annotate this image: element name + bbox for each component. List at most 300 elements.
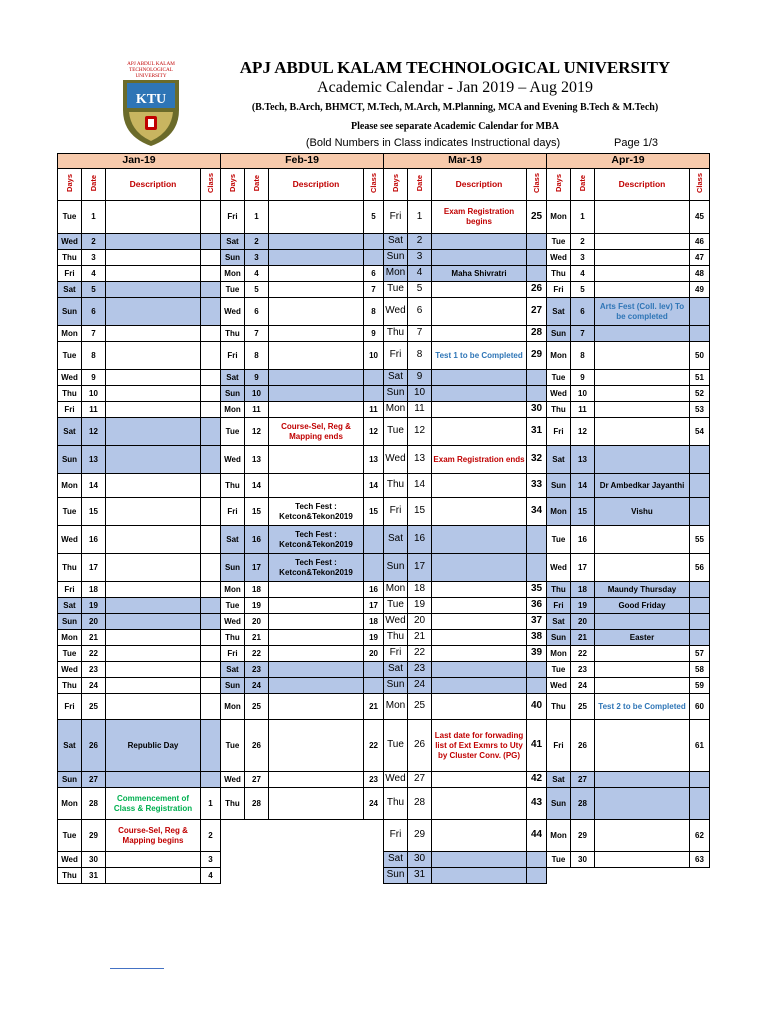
month-header: Jan-19: [58, 154, 221, 169]
class-count-cell: 6: [364, 266, 384, 282]
date-cell: 12: [82, 418, 106, 446]
date-cell: 21: [245, 630, 269, 646]
class-count-cell: 34: [527, 498, 547, 526]
day-cell: Sun: [58, 446, 82, 474]
date-cell: 22: [571, 646, 595, 662]
description-cell: [432, 582, 527, 598]
class-count-cell: [527, 234, 547, 250]
date-cell: 3: [408, 250, 432, 266]
calendar-row: [221, 662, 384, 678]
calendar-row: [58, 788, 221, 820]
date-cell: 15: [571, 498, 595, 526]
calendar-row: [58, 820, 221, 852]
description-cell: [432, 418, 527, 446]
class-count-cell: [201, 554, 221, 582]
calendar-row: [384, 662, 547, 678]
class-count-cell: 52: [690, 386, 710, 402]
day-cell: Fri: [384, 646, 408, 662]
date-cell: 9: [408, 370, 432, 386]
date-cell: 4: [571, 266, 595, 282]
date-cell: 24: [571, 678, 595, 694]
class-count-cell: 32: [527, 446, 547, 474]
date-cell: 19: [245, 598, 269, 614]
description-cell: Tech Fest : Ketcon&Tekon2019: [269, 498, 364, 526]
class-count-cell: 63: [690, 852, 710, 868]
class-count-cell: [201, 720, 221, 772]
date-cell: 13: [571, 446, 595, 474]
description-cell: [106, 868, 201, 884]
calendar-row: [58, 526, 221, 554]
date-cell: 18: [245, 582, 269, 598]
day-cell: Thu: [58, 678, 82, 694]
calendar-row: [221, 526, 384, 554]
days-column-header: Days: [64, 174, 74, 192]
date-cell: 5: [245, 282, 269, 298]
class-count-cell: 1: [201, 788, 221, 820]
date-cell: 9: [82, 370, 106, 386]
day-cell: Fri: [221, 646, 245, 662]
calendar-row: [221, 598, 384, 614]
description-cell: [595, 418, 690, 446]
class-count-cell: [201, 498, 221, 526]
calendar-row: [547, 418, 710, 446]
day-cell: Mon: [221, 694, 245, 720]
class-count-cell: 9: [364, 326, 384, 342]
day-cell: Sat: [58, 720, 82, 772]
date-cell: 28: [245, 788, 269, 820]
day-cell: Mon: [58, 474, 82, 498]
calendar-row: [547, 526, 710, 554]
date-cell: 5: [82, 282, 106, 298]
day-cell: Thu: [58, 868, 82, 884]
calendar-row: [384, 342, 547, 370]
day-cell: Sun: [221, 554, 245, 582]
description-cell: [432, 554, 527, 582]
class-count-cell: [364, 234, 384, 250]
calendar-row: [58, 630, 221, 646]
day-cell: Thu: [58, 554, 82, 582]
date-cell: 6: [571, 298, 595, 326]
calendar-row: [221, 298, 384, 326]
day-cell: Tue: [384, 418, 408, 446]
date-column-header: Date: [414, 174, 424, 192]
date-cell: 18: [408, 582, 432, 598]
description-cell: Good Friday: [595, 598, 690, 614]
date-cell: 26: [82, 720, 106, 772]
date-cell: 26: [408, 720, 432, 772]
class-count-cell: [364, 370, 384, 386]
day-cell: Sun: [221, 386, 245, 402]
calendar-row: [221, 474, 384, 498]
calendar-row: [221, 720, 384, 772]
calendar-row: [547, 474, 710, 498]
date-cell: 22: [245, 646, 269, 662]
calendar-row: [221, 582, 384, 598]
description-cell: [595, 370, 690, 386]
date-cell: 31: [408, 868, 432, 884]
date-cell: 7: [571, 326, 595, 342]
class-count-cell: [201, 342, 221, 370]
calendar-row: [221, 266, 384, 282]
day-cell: Mon: [384, 402, 408, 418]
bold-numbers-note: (Bold Numbers in Class indicates Instructional days): [305, 137, 561, 149]
description-cell: [432, 630, 527, 646]
day-cell: Tue: [384, 720, 408, 772]
day-cell: Fri: [547, 282, 571, 298]
date-cell: 18: [82, 582, 106, 598]
date-cell: 11: [82, 402, 106, 418]
date-cell: 17: [82, 554, 106, 582]
description-cell: [106, 250, 201, 266]
day-cell: Tue: [547, 852, 571, 868]
day-cell: Thu: [384, 326, 408, 342]
description-cell: [595, 678, 690, 694]
svg-text:TECHNOLOGICAL: TECHNOLOGICAL: [129, 67, 173, 73]
date-cell: 30: [571, 852, 595, 868]
date-cell: 12: [571, 418, 595, 446]
month-block-feb: [220, 153, 383, 820]
svg-text:APJ ABDUL KALAM: APJ ABDUL KALAM: [127, 61, 175, 67]
description-cell: [595, 820, 690, 852]
calendar-row: [384, 282, 547, 298]
description-cell: [106, 298, 201, 326]
calendar-row: [384, 250, 547, 266]
day-cell: Sat: [221, 526, 245, 554]
description-cell: [106, 418, 201, 446]
class-count-cell: [527, 266, 547, 282]
day-cell: Tue: [547, 234, 571, 250]
calendar-row: [384, 852, 547, 868]
month-block-jan: [57, 153, 220, 884]
date-cell: 19: [408, 598, 432, 614]
day-cell: Thu: [547, 266, 571, 282]
description-cell: [269, 694, 364, 720]
day-cell: Wed: [547, 250, 571, 266]
date-cell: 20: [571, 614, 595, 630]
calendar-row: [58, 250, 221, 266]
calendar-row: [384, 234, 547, 250]
calendar-row: [384, 598, 547, 614]
month-header: Mar-19: [384, 154, 547, 169]
day-cell: Fri: [384, 201, 408, 234]
calendar-row: [58, 418, 221, 446]
description-cell: Test 2 to be Completed: [595, 694, 690, 720]
class-count-cell: 38: [527, 630, 547, 646]
calendar-row: [58, 298, 221, 326]
calendar-row: [384, 820, 547, 852]
description-cell: [106, 852, 201, 868]
class-count-cell: [690, 498, 710, 526]
description-cell: [432, 820, 527, 852]
calendar-row: [58, 370, 221, 386]
description-cell: Maha Shivratri: [432, 266, 527, 282]
day-cell: Mon: [221, 266, 245, 282]
date-cell: 6: [245, 298, 269, 326]
class-count-cell: 3: [201, 852, 221, 868]
date-cell: 2: [408, 234, 432, 250]
date-cell: 12: [408, 418, 432, 446]
date-cell: 14: [408, 474, 432, 498]
description-cell: [269, 282, 364, 298]
date-cell: 1: [245, 201, 269, 234]
date-cell: 16: [408, 526, 432, 554]
description-cell: [595, 852, 690, 868]
day-cell: Tue: [221, 418, 245, 446]
description-cell: [269, 326, 364, 342]
description-cell: [432, 662, 527, 678]
calendar-row: [384, 630, 547, 646]
date-cell: 15: [245, 498, 269, 526]
class-count-cell: [527, 370, 547, 386]
class-count-cell: 30: [527, 402, 547, 418]
calendar-row: [547, 370, 710, 386]
class-count-cell: [364, 554, 384, 582]
description-cell: [269, 582, 364, 598]
class-count-cell: 15: [364, 498, 384, 526]
day-cell: Sun: [547, 474, 571, 498]
day-cell: Sat: [58, 282, 82, 298]
date-cell: 25: [245, 694, 269, 720]
calendar-row: [384, 788, 547, 820]
description-cell: [106, 282, 201, 298]
calendar-row: [384, 474, 547, 498]
description-cell: Exam Registration ends: [432, 446, 527, 474]
calendar-row: [58, 554, 221, 582]
calendar-row: [547, 678, 710, 694]
class-count-cell: 31: [527, 418, 547, 446]
class-count-cell: 40: [527, 694, 547, 720]
class-count-cell: [201, 526, 221, 554]
calendar-row: [384, 266, 547, 282]
date-cell: 22: [408, 646, 432, 662]
date-cell: 4: [408, 266, 432, 282]
class-count-cell: 51: [690, 370, 710, 386]
description-cell: Last date for forwading list of Ext Exmrs to Uty by Cluster Conv. (PG): [432, 720, 527, 772]
calendar-row: [221, 201, 384, 234]
calendar-row: [547, 630, 710, 646]
date-cell: 6: [82, 298, 106, 326]
description-cell: [106, 526, 201, 554]
class-count-cell: [201, 370, 221, 386]
day-cell: Thu: [221, 474, 245, 498]
calendar-row: [58, 446, 221, 474]
calendar-row: [221, 788, 384, 820]
calendar-row: [58, 582, 221, 598]
calendar-row: [547, 298, 710, 326]
description-cell: [269, 772, 364, 788]
day-cell: Fri: [384, 820, 408, 852]
class-count-cell: 26: [527, 282, 547, 298]
date-cell: 8: [82, 342, 106, 370]
description-cell: [595, 646, 690, 662]
class-count-cell: 47: [690, 250, 710, 266]
calendar-row: [58, 868, 221, 884]
date-cell: 6: [408, 298, 432, 326]
calendar-row: [547, 852, 710, 868]
class-count-cell: 46: [690, 234, 710, 250]
calendar-row: [221, 418, 384, 446]
calendar-row: [547, 554, 710, 582]
day-cell: Mon: [384, 694, 408, 720]
day-cell: Thu: [221, 788, 245, 820]
class-count-cell: [527, 554, 547, 582]
date-cell: 14: [571, 474, 595, 498]
description-cell: [269, 598, 364, 614]
date-cell: 28: [408, 788, 432, 820]
description-cell: [106, 266, 201, 282]
date-column-header: Date: [577, 174, 587, 192]
date-cell: 22: [82, 646, 106, 662]
date-cell: 20: [82, 614, 106, 630]
description-cell: [269, 370, 364, 386]
calendar-row: [384, 446, 547, 474]
calendar-row: [384, 498, 547, 526]
description-cell: [269, 678, 364, 694]
class-count-cell: 16: [364, 582, 384, 598]
date-cell: 3: [571, 250, 595, 266]
day-cell: Wed: [221, 772, 245, 788]
day-cell: Sun: [547, 326, 571, 342]
class-count-cell: [364, 250, 384, 266]
description-cell: [432, 598, 527, 614]
footer-link-underline[interactable]: [110, 968, 164, 969]
calendar-row: [221, 342, 384, 370]
class-count-cell: [201, 678, 221, 694]
calendar-row: [221, 370, 384, 386]
calendar-row: [58, 282, 221, 298]
description-cell: Maundy Thursday: [595, 582, 690, 598]
calendar-row: [221, 498, 384, 526]
class-count-cell: [690, 446, 710, 474]
description-cell: [106, 646, 201, 662]
date-cell: 9: [245, 370, 269, 386]
description-cell: [106, 630, 201, 646]
description-cell: [432, 474, 527, 498]
day-cell: Sat: [221, 370, 245, 386]
class-count-cell: 44: [527, 820, 547, 852]
class-count-cell: [690, 326, 710, 342]
day-cell: Thu: [547, 582, 571, 598]
date-cell: 3: [245, 250, 269, 266]
day-cell: Fri: [384, 498, 408, 526]
class-count-cell: 49: [690, 282, 710, 298]
date-cell: 21: [571, 630, 595, 646]
month-block-mar: [383, 153, 546, 884]
day-cell: Tue: [221, 720, 245, 772]
calendar-row: [547, 282, 710, 298]
class-count-cell: 28: [527, 326, 547, 342]
calendar-row: [547, 788, 710, 820]
day-cell: Wed: [547, 678, 571, 694]
university-logo: [117, 58, 185, 148]
class-count-cell: [201, 298, 221, 326]
day-cell: Mon: [58, 326, 82, 342]
date-cell: 21: [82, 630, 106, 646]
calendar-row: [221, 402, 384, 418]
description-cell: Tech Fest : Ketcon&Tekon2019: [269, 526, 364, 554]
calendar-row: [58, 678, 221, 694]
calendar-row: [384, 554, 547, 582]
calendar-row: [58, 662, 221, 678]
calendar-row: [221, 282, 384, 298]
day-cell: Tue: [547, 370, 571, 386]
class-count-cell: [690, 298, 710, 326]
date-cell: 26: [571, 720, 595, 772]
day-cell: Sat: [547, 772, 571, 788]
day-cell: Fri: [221, 498, 245, 526]
day-cell: Mon: [384, 582, 408, 598]
svg-text:KTU: KTU: [135, 92, 167, 107]
date-cell: 13: [408, 446, 432, 474]
date-cell: 29: [82, 820, 106, 852]
description-cell: [269, 386, 364, 402]
days-column-header: Days: [390, 174, 400, 192]
class-column-header: Class: [694, 172, 704, 193]
class-count-cell: 50: [690, 342, 710, 370]
calendar-row: [384, 582, 547, 598]
date-cell: 27: [82, 772, 106, 788]
description-cell: [269, 298, 364, 326]
description-cell: [269, 614, 364, 630]
class-count-cell: 42: [527, 772, 547, 788]
calendar-title: Academic Calendar - Jan 2019 – Aug 2019: [317, 79, 593, 96]
description-cell: [432, 678, 527, 694]
class-column-header: Class: [531, 172, 541, 193]
class-count-cell: [201, 646, 221, 662]
calendar-row: [547, 646, 710, 662]
description-cell: [595, 201, 690, 234]
month-header: Feb-19: [221, 154, 384, 169]
calendar-row: [221, 646, 384, 662]
class-count-cell: [201, 402, 221, 418]
description-cell: [595, 386, 690, 402]
description-cell: [269, 201, 364, 234]
description-cell: [432, 868, 527, 884]
description-cell: Tech Fest : Ketcon&Tekon2019: [269, 554, 364, 582]
description-cell: [595, 326, 690, 342]
description-cell: [106, 678, 201, 694]
day-cell: Sun: [547, 788, 571, 820]
day-cell: Sat: [384, 662, 408, 678]
month-header: Apr-19: [547, 154, 710, 169]
day-cell: Fri: [58, 266, 82, 282]
class-count-cell: [364, 526, 384, 554]
calendar-row: [58, 386, 221, 402]
day-cell: Wed: [58, 852, 82, 868]
class-count-cell: [527, 386, 547, 402]
day-cell: Fri: [547, 720, 571, 772]
calendar-row: [58, 342, 221, 370]
class-count-cell: [527, 526, 547, 554]
calendar-row: [58, 474, 221, 498]
calendar-row: [547, 720, 710, 772]
class-count-cell: 14: [364, 474, 384, 498]
description-cell: [595, 614, 690, 630]
class-count-cell: [201, 250, 221, 266]
date-cell: 23: [571, 662, 595, 678]
day-cell: Sat: [547, 446, 571, 474]
class-count-cell: 23: [364, 772, 384, 788]
description-cell: [106, 598, 201, 614]
calendar-row: [58, 646, 221, 662]
date-cell: 16: [571, 526, 595, 554]
class-count-cell: 5: [364, 201, 384, 234]
day-cell: Mon: [384, 266, 408, 282]
calendar-row: [58, 266, 221, 282]
class-count-cell: 56: [690, 554, 710, 582]
description-cell: [269, 402, 364, 418]
description-cell: [432, 234, 527, 250]
